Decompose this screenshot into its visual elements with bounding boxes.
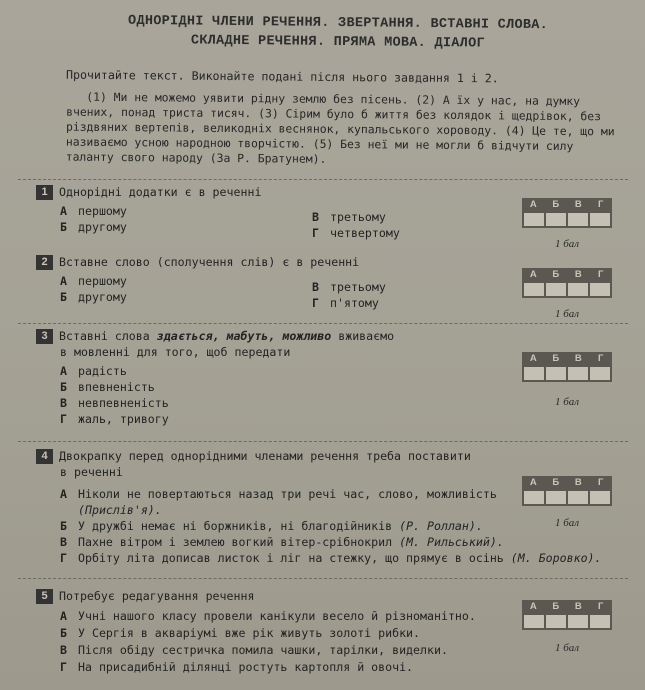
page-title [78,11,598,54]
task-number: 2 [36,255,53,270]
option-c: В третьому [312,210,386,224]
title-line-2: СКЛАДНЕ РЕЧЕННЯ. ПРЯМА МОВА. ДІАЛОГ [190,33,485,52]
answer-cell[interactable] [590,283,610,296]
answer-cell[interactable] [524,615,544,628]
task-question [36,254,506,270]
option-b: Б другому [60,220,127,234]
score-label: 1 бал [554,642,580,654]
option-d: Г четвертому [312,226,400,240]
option-b: Б другому [60,290,127,304]
reading-text: (1) Ми не можемо уявити рідну землю без пісень. (2) А їх у нас, на думку вчених, понад триста тисяч. (3) Сірим було б життя без колядок і щедрівок, без різдвяних вертепів, великодніх веснянок, купальського хороводу. (4) Це те, що ми називаємо усною народною творчістю. (5) Без неї ми не могли б відчути силу таланту свого народу (За Р. Братунем). [65,89,615,166]
task-5 [36,588,626,684]
answer-cell[interactable] [524,367,544,380]
answer-grid[interactable]: А Б В Г [522,198,612,228]
divider [18,441,628,442]
divider [18,578,628,579]
task-2 [36,254,626,324]
score-label: 1 бал [554,238,580,250]
answer-grid[interactable]: А Б В Г [522,352,612,382]
option-b: Б У дружбі немає ні боржників, ні благодійників (Р. Роллан). [60,519,483,533]
option-a: А Ніколи не повертаються назад три речі час, слово, можливість [60,487,497,501]
option-b: Б впевненість [60,380,155,394]
answer-cell[interactable] [568,283,588,296]
option-a: А радість [60,364,127,378]
question-text: Вставне слово (сполучення слів) є в реченні [59,255,360,269]
task-3 [36,328,626,428]
task-4 [36,448,626,574]
answer-cell[interactable] [590,615,610,628]
answer-cell[interactable] [568,491,588,504]
answer-grid[interactable]: А Б В Г [522,268,612,298]
answer-cell[interactable] [546,615,566,628]
task-question: 3 Вставні слова здається, мабуть, можливо вживаємо в мовленні для того, щоб передати [36,328,506,360]
title-line-1: ОДНОРІДНІ ЧЛЕНИ РЕЧЕННЯ. ЗВЕРТАННЯ. ВСТАВНІ СЛОВА. [127,13,549,34]
option-a: А першому [60,274,127,288]
task-question [36,184,506,200]
task-question [36,588,506,604]
answer-cell[interactable] [568,213,588,226]
option-a: А першому [60,204,127,218]
answer-cell[interactable] [546,283,566,296]
score-label: 1 бал [554,308,580,320]
answer-cell[interactable] [590,367,610,380]
divider [18,323,628,324]
option-d: Г жаль, тривогу [60,412,169,426]
answer-cell[interactable] [568,367,588,380]
task-number: 1 [36,185,53,200]
option-c: В третьому [312,280,386,294]
answer-cell[interactable] [546,213,566,226]
option-c: В Після обіду сестричка помила чашки, тарілки, виделки. [60,643,448,657]
option-d: Г На присадибній ділянці ростуть картопля й овочі. [60,660,414,674]
answer-cell[interactable] [590,491,610,504]
answer-cell[interactable] [524,213,544,226]
question-text: Потребує редагування речення [59,589,255,603]
task-number: 4 [36,449,53,464]
answer-cell[interactable] [524,283,544,296]
option-c: В невпевненість [60,396,169,410]
option-b: Б У Сергія в акваріумі вже рік живуть золоті рибки. [60,626,421,640]
divider [18,179,628,180]
option-a: А Учні нашого класу провели канікули весело й різноманітно. [60,609,476,623]
question-text: Однорідні додатки є в реченні [59,185,262,199]
answer-cell[interactable] [546,367,566,380]
answer-grid[interactable]: А Б В Г [522,476,612,506]
option-d: Г Орбіту літа дописав листок і ліг на стежку, що прямує в осінь (М. Боровко). [60,551,602,565]
task-1 [36,184,626,248]
task-number: 5 [36,589,53,604]
option-d: Г п'ятому [312,296,379,310]
instruction: Прочитайте текст. Виконайте подані після нього завдання 1 і 2. [65,67,499,86]
option-a-source: (Прислів'я). [78,503,162,517]
answer-cell[interactable] [590,213,610,226]
option-c: В Пахне вітром і землею вогкий вітер-срібнокрил (М. Рильський). [60,535,504,549]
score-label: 1 бал [554,396,580,408]
answer-cell[interactable] [524,491,544,504]
score-label: 1 бал [554,517,580,529]
answer-cell[interactable] [568,615,588,628]
answer-cell[interactable] [546,491,566,504]
answer-grid[interactable]: А Б В Г [522,600,612,630]
task-number: 3 [36,329,53,344]
task-question: 4 Двокрапку перед однорідними членами речення треба поставити в реченні [36,448,516,480]
